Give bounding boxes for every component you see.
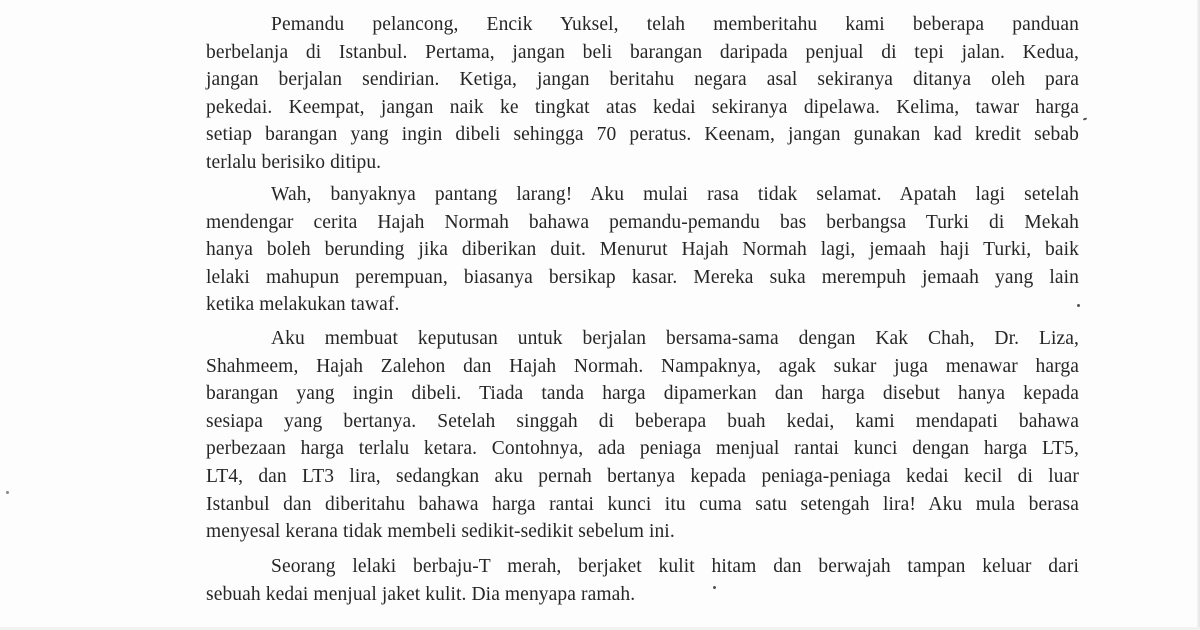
text-line: Seorang lelaki berbaju-T merah, berjaket kulit hitam dan berwajah tampan keluar dari xyxy=(271,556,1079,577)
text-line: terlalu berisiko ditipu. xyxy=(206,151,382,173)
text-line: ketika melakukan tawaf. xyxy=(206,294,400,316)
text-line: mendengar cerita Hajah Normah bahawa pemandu-pemandu bas berbangsa Turki di Mekah xyxy=(206,211,1079,233)
scan-speck xyxy=(1083,117,1087,120)
paragraph-3 xyxy=(206,325,1079,546)
text-line: Shahmeem, Hajah Zalehon dan Hajah Normah. Nampaknya, agak sukar juga menawar harga xyxy=(206,355,1079,377)
text-line: lelaki mahupun perempuan, biasanya bersikap kasar. Mereka suka merempuh jemaah yang lain xyxy=(206,266,1079,288)
scan-speck xyxy=(6,491,9,494)
text-line: Istanbul dan diberitahu bahawa harga rantai kunci itu cuma satu setengah lira! Aku mula berasa xyxy=(206,493,1079,515)
text-line: setiap barangan yang ingin dibeli sehingga 70 peratus. Keenam, jangan gunakan kad kredit sebab xyxy=(206,124,1079,146)
text-line: pekedai. Keempat, jangan naik ke tingkat atas kedai sekiranya dipelawa. Kelima, tawar harga xyxy=(206,96,1079,118)
text-line: menyesal kerana tidak membeli sedikit-sedikit sebelum ini. xyxy=(206,521,675,543)
scan-speck xyxy=(713,586,716,589)
text-line: barangan yang ingin dibeli. Tiada tanda harga dipamerkan dan harga disebut hanya kepada xyxy=(206,383,1079,405)
text-line: jangan berjalan sendirian. Ketiga, jangan beritahu negara asal sekiranya ditanya oleh para xyxy=(206,69,1079,91)
text-line: sebuah kedai menjual jaket kulit. Dia menyapa ramah. xyxy=(206,583,636,605)
text-line: sesiapa yang bertanya. Setelah singgah di beberapa buah kedai, kami mendapati bahawa xyxy=(206,410,1079,432)
paragraph-4 xyxy=(206,553,1079,608)
text-line: Pemandu pelancong, Encik Yuksel, telah memberitahu kami beberapa panduan xyxy=(271,14,1079,35)
scan-speck xyxy=(1077,304,1080,307)
text-line: Wah, banyaknya pantang larang! Aku mulai rasa tidak selamat. Apatah lagi setelah xyxy=(271,184,1079,205)
text-line: Aku membuat keputusan untuk berjalan bersama-sama dengan Kak Chah, Dr. Liza, xyxy=(271,328,1079,349)
text-line: LT4, dan LT3 lira, sedangkan aku pernah bertanya kepada peniaga-peniaga kedai kecil di luar xyxy=(206,465,1079,487)
paragraph-2 xyxy=(206,181,1079,319)
text-line: berbelanja di Istanbul. Pertama, jangan beli barangan daripada penjual di tepi jalan. Kedua, xyxy=(206,41,1079,63)
text-line: perbezaan harga terlalu ketara. Contohnya, ada peniaga menjual rantai kunci dengan harga LT5, xyxy=(206,438,1079,460)
text-line: hanya boleh berunding jika diberikan duit. Menurut Hajah Normah lagi, jemaah haji Turki, baik xyxy=(206,239,1079,261)
paragraph-1 xyxy=(206,11,1079,177)
